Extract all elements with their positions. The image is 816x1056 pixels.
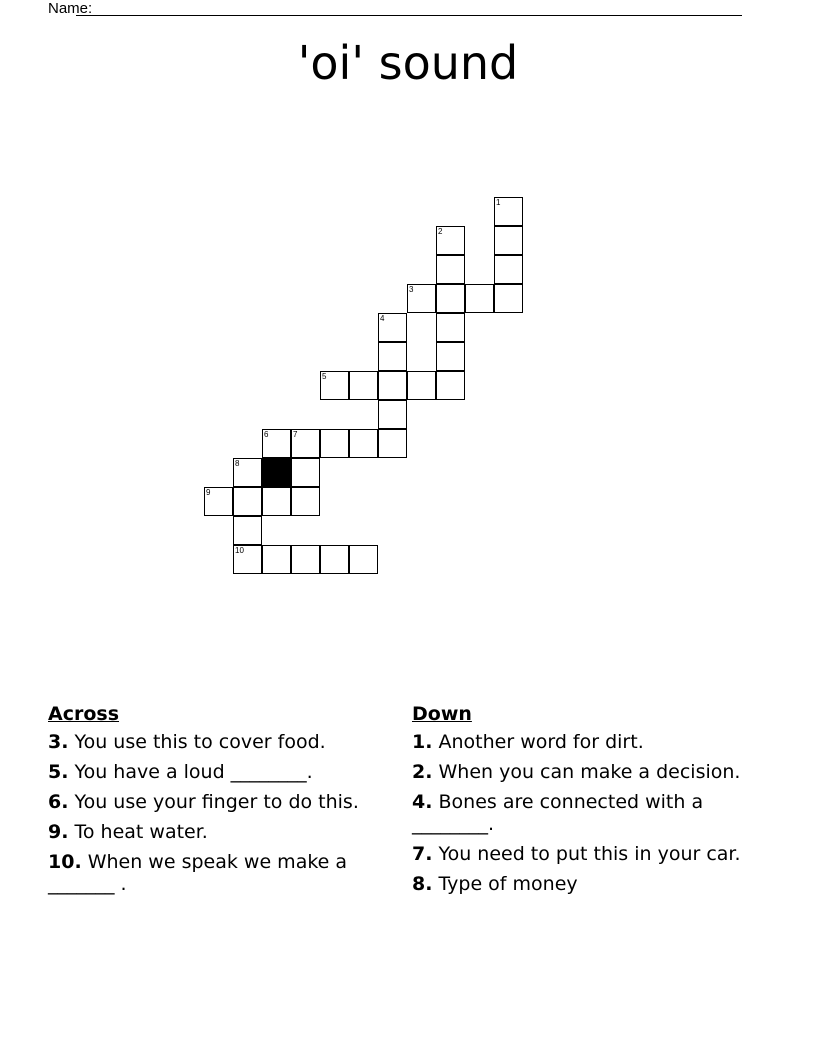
grid-cell[interactable] [494,197,523,226]
grid-cell[interactable] [378,400,407,429]
cell-number: 2 [438,227,443,236]
across-clue [48,761,388,783]
clue-text: You use your finger to do this. [68,791,359,813]
clue-text: You use this to cover food. [68,731,326,753]
down-clue [412,731,762,753]
clue-number: 7. [412,843,433,865]
grid-cell[interactable] [204,487,233,516]
grid-cell[interactable] [233,458,262,487]
across-clue [48,731,388,753]
clue-text: Type of money [432,873,578,895]
down-clue [412,843,762,865]
grid-cell[interactable] [494,284,523,313]
across-clues [48,703,388,903]
cell-number: 7 [293,430,298,439]
grid-cell[interactable] [436,226,465,255]
grid-cell[interactable] [436,342,465,371]
clue-number: 3. [48,731,69,753]
cell-number: 5 [322,372,327,381]
down-clue [412,761,762,783]
grid-cell[interactable] [262,487,291,516]
clue-text: When we speak we make a _______ . [48,851,348,895]
clue-number: 10. [48,851,82,873]
clue-text: Bones are connected with a ________. [412,791,704,835]
grid-cell[interactable] [494,255,523,284]
clue-text: Another word for dirt. [432,731,644,753]
clue-number: 1. [412,731,433,753]
grid-cell[interactable] [349,429,378,458]
cell-number: 10 [235,546,244,555]
cell-number: 6 [264,430,269,439]
down-clue [412,791,762,835]
grid-cell[interactable] [378,342,407,371]
cell-number: 8 [235,459,240,468]
cell-number: 9 [206,488,211,497]
grid-cell[interactable] [407,371,436,400]
grid-cell[interactable] [291,458,320,487]
grid-cell-blocked [262,458,291,487]
grid-cell[interactable] [349,545,378,574]
clue-number: 5. [48,761,69,783]
clue-number: 6. [48,791,69,813]
down-clue [412,873,762,895]
down-clues [412,703,762,903]
clue-number: 2. [412,761,433,783]
grid-cell[interactable] [291,545,320,574]
clue-text: You need to put this in your car. [432,843,741,865]
grid-cell[interactable] [349,371,378,400]
clue-number: 8. [412,873,433,895]
grid-cell[interactable] [320,371,349,400]
grid-cell[interactable] [378,313,407,342]
cell-number: 1 [496,198,501,207]
grid-cell[interactable] [436,255,465,284]
cell-number: 3 [409,285,414,294]
across-clue [48,821,388,843]
grid-cell[interactable] [436,284,465,313]
across-clue [48,791,388,813]
clue-number: 4. [412,791,433,813]
page-title: 'oi' sound [297,36,519,90]
grid-cell[interactable] [291,487,320,516]
clue-number: 9. [48,821,69,843]
grid-cell[interactable] [378,429,407,458]
grid-cell[interactable] [494,226,523,255]
grid-cell[interactable] [436,313,465,342]
across-clue [48,851,388,895]
grid-cell[interactable] [291,429,320,458]
grid-cell[interactable] [407,284,436,313]
clue-text: When you can make a decision. [432,761,741,783]
grid-cell[interactable] [378,371,407,400]
clue-text: To heat water. [68,821,208,843]
grid-cell[interactable] [436,371,465,400]
grid-cell[interactable] [262,545,291,574]
across-heading: Across [48,703,120,725]
grid-cell[interactable] [465,284,494,313]
grid-cell[interactable] [233,516,262,545]
grid-cell[interactable] [262,429,291,458]
clue-text: You have a loud ________. [68,761,313,783]
grid-cell[interactable] [320,429,349,458]
down-heading: Down [412,703,472,725]
grid-cell[interactable] [233,487,262,516]
name-label: Name: [48,0,93,17]
grid-cell[interactable] [320,545,349,574]
cell-number: 4 [380,314,385,323]
grid-cell[interactable] [233,545,262,574]
